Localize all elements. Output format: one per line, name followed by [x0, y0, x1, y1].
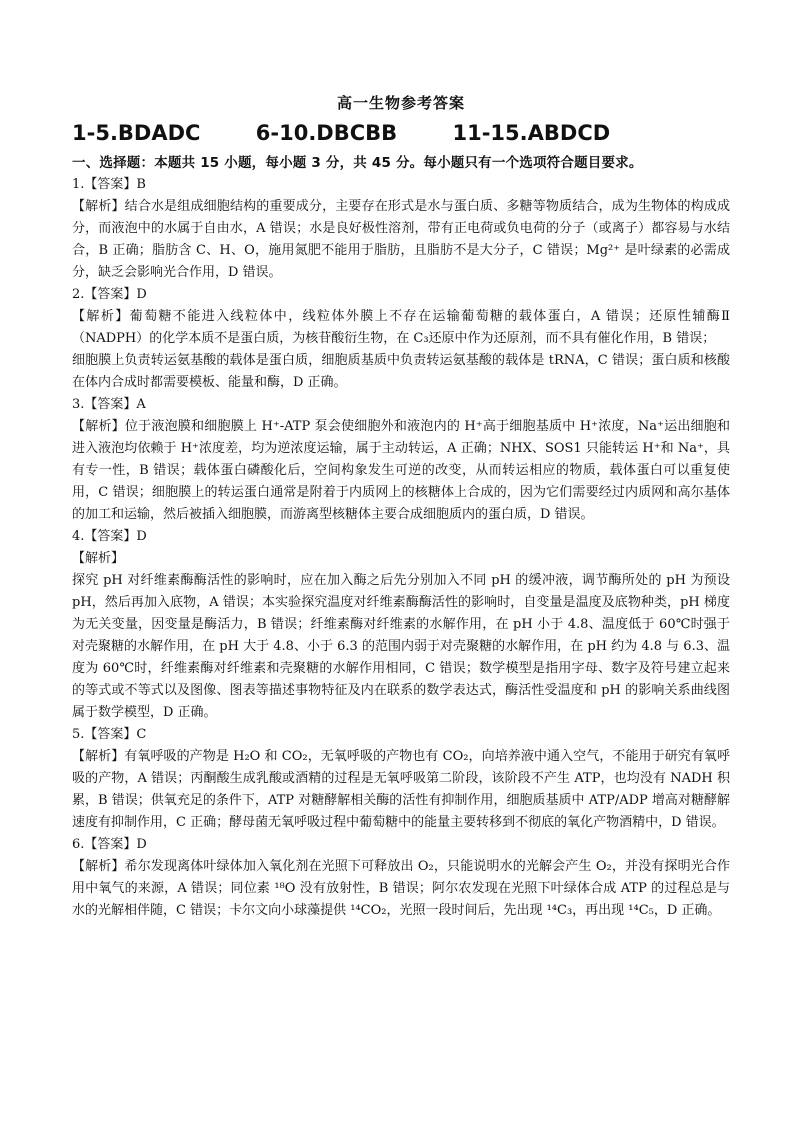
- question-answer: 5.【答案】C: [72, 727, 147, 742]
- question-block-4: [72, 526, 730, 724]
- section-heading: 一、选择题：本题共 15 小题，每小题 3 分，共 45 分。每小题只有一个选项符合题目要求。: [72, 155, 643, 171]
- answer-key-row: [72, 121, 730, 145]
- answer-key-1-5: 1-5.BDADC: [72, 121, 201, 145]
- question-explanation: 细胞膜上负责转运氨基酸的载体是蛋白质，细胞质基质中负责转运氨基酸的载体是 tRNA，C 错误；蛋白质和核酸在体内合成时都需要模板、能量和酶，D 正确。: [72, 353, 730, 390]
- question-explanation: 【解析】有氧呼吸的产物是 H₂O 和 CO₂，无氧呼吸的产物也有 CO₂，向培养液中通入空气，不能用于研究有氧呼吸的产物，A 错误；丙酮酸生成乳酸或酒精的过程是无氧呼吸第二阶段，该阶段不产生 ATP，也均没有 NADH 积累，B 错误；供氧充足的条件下，ATP 对糖酵解相关酶的活性有抑制作用，细胞质基质中 ATP/ADP 增高对糖酵解速度有抑制作用，C 正确；酵母菌无氧呼吸过程中葡萄糖中的能量主要转移到不彻底的氧化产物酒精中，D 错误。: [72, 749, 730, 830]
- question-explanation: 【解析】葡萄糖不能进入线粒体中，线粒体外膜上不存在运输葡萄糖的载体蛋白，A 错误；还原性辅酶Ⅱ（NADPH）的化学本质不是蛋白质，为核苷酸衍生物，在 C₃还原中作为还原剂，而不具有催化作用，B 错误；: [72, 309, 730, 346]
- question-block-6: [72, 834, 730, 922]
- page-title: 高一生物参考答案: [336, 94, 465, 112]
- question-answer: 2.【答案】D: [72, 287, 147, 302]
- question-answer: 6.【答案】D: [72, 837, 147, 852]
- answer-key-11-15: 11-15.ABDCD: [452, 121, 611, 145]
- question-explanation: 【解析】位于液泡膜和细胞膜上 H⁺-ATP 泵会使细胞外和液泡内的 H⁺高于细胞基质中 H⁺浓度，Na⁺运出细胞和进入液泡均依赖于 H⁺浓度差，均为逆浓度运输，属于主动转运，A 正确；NHX、SOS1 只能转运 H⁺和 Na⁺，具有专一性，B 错误；载体蛋白磷酸化后，空间构象发生可逆的改变，从而转运相应的物质，载体蛋白可以重复使用，C 错误；细胞膜上的转运蛋白通常是附着于内质网上的核糖体上合成的，因为它们需要经过内质网和高尔基体的加工和运输，然后被插入细胞膜，而游离型核糖体主要合成细胞质内的蛋白质，D 错误。: [72, 419, 730, 522]
- question-block-3: [72, 394, 730, 526]
- question-block-2: [72, 284, 730, 394]
- question-answer: 3.【答案】A: [72, 397, 146, 412]
- question-answer: 1.【答案】B: [72, 177, 146, 192]
- answer-key-6-10: 6-10.DBCBB: [255, 121, 398, 145]
- question-block-5: [72, 724, 730, 834]
- question-explanation: 【解析】结合水是组成细胞结构的重要成分，主要存在形式是水与蛋白质、多糖等物质结合，成为生物体的构成成分，而液泡中的水属于自由水，A 错误；水是良好极性溶剂，带有正电荷或负电荷的分子（或离子）都容易与水结合，B 正确；脂肪含 C、H、O，施用氮肥不能用于脂肪，且脂肪不是大分子，C 错误；Mg²⁺ 是叶绿素的必需成分，缺乏会影响光合作用，D 错误。: [72, 199, 730, 280]
- question-explanation: 【解析】希尔发现离体叶绿体加入氧化剂在光照下可释放出 O₂，只能说明水的光解会产生 O₂，并没有探明光合作用中氧气的来源，A 错误；同位素 ¹⁸O 没有放射性，B 错误；阿尔农发现在光照下叶绿体合成 ATP 的过程总是与水的光解相伴随，C 错误；卡尔文向小球藻提供 ¹⁴CO₂，光照一段时间后，先出现 ¹⁴C₃，再出现 ¹⁴C₅，D 正确。: [72, 859, 730, 918]
- question-block-1: [72, 174, 730, 284]
- question-answer: 4.【答案】D: [72, 529, 147, 544]
- question-explanation: 探究 pH 对纤维素酶酶活性的影响时，应在加入酶之后先分别加入不同 pH 的缓冲液，调节酶所处的 pH 为预设 pH，然后再加入底物，A 错误；本实验探究温度对纤维素酶酶活性的影响时，自变量是温度及底物种类，pH 梯度为无关变量，因变量是酶活力，B 错误；纤维素酶对纤维素的水解作用，在 pH 小于 4.8、温度低于 60℃时强于对壳聚糖的水解作用，在 pH 大于 4.8、小于 6.3 的范围内弱于对壳聚糖的水解作用，在 pH 约为 4.8 与 6.3、温度为 60℃时，纤维素酶对纤维素和壳聚糖的水解作用相同，C 错误；数学模型是指用字母、数字及符号建立起来的等式或不等式以及图像、图表等描述事物特征及内在联系的数学表达式，酶活性受温度和 pH 的影响关系曲线图属于数学模型，D 正确。: [72, 573, 730, 720]
- question-explanation: 【解析】: [72, 551, 125, 566]
